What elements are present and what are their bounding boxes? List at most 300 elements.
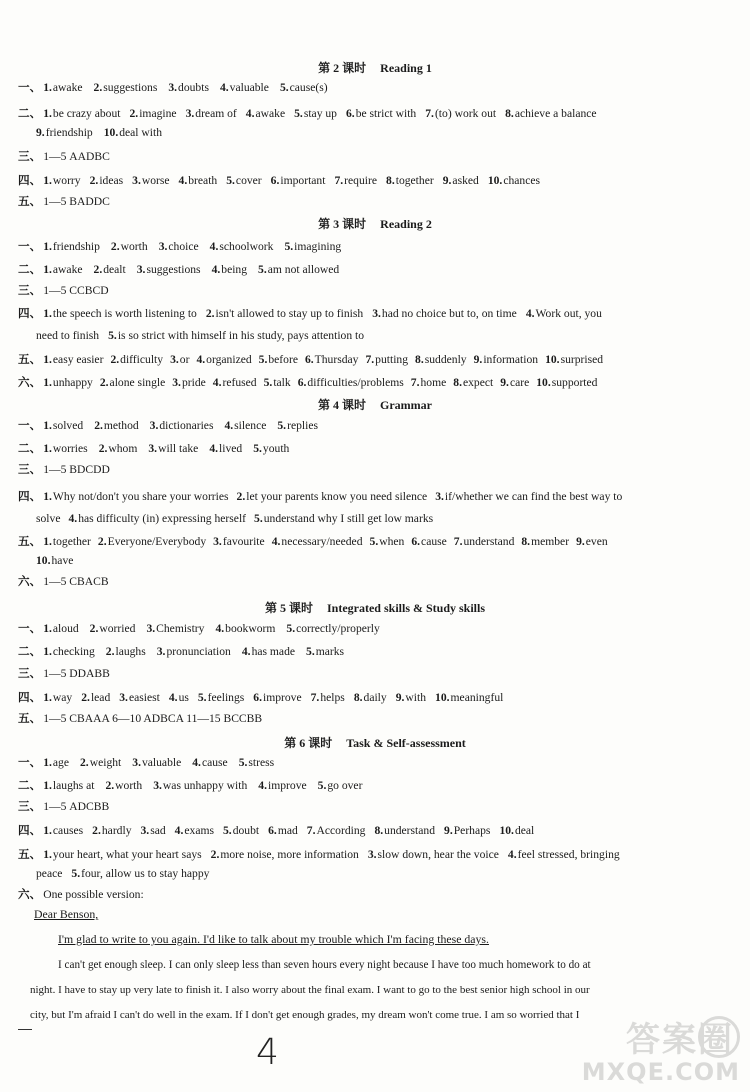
answer-item (43, 240, 100, 253)
answer-item (258, 779, 306, 792)
answer-value: four, allow us to stay happy (81, 867, 210, 880)
answer-value: putting (375, 353, 409, 366)
answer-item (196, 353, 251, 366)
answer-value: the speech is worth listening to (52, 307, 197, 320)
answer-value: Everyone/Everybody (107, 535, 207, 548)
answer-number: 2. (210, 848, 220, 861)
answer-item (43, 353, 103, 366)
answer-value: valuable (141, 756, 182, 769)
question-label: 二、 (18, 107, 42, 120)
answer-number: 5. (369, 535, 379, 548)
answer-item (213, 535, 265, 548)
answer-number: 10. (435, 691, 450, 704)
answer-item (526, 307, 602, 320)
answer-item (43, 824, 83, 837)
answer-value: mad (277, 824, 298, 837)
answer-number: 4. (525, 307, 535, 320)
answer-text: 1—5 BDCDD (43, 463, 110, 476)
answer-number: 2. (98, 442, 108, 455)
answer-number: 2. (93, 81, 103, 94)
answer-item (500, 376, 529, 389)
answer-value: or (179, 353, 190, 366)
answer-number: 6. (268, 824, 277, 837)
answer-item (453, 376, 493, 389)
answer-item (334, 174, 377, 187)
answer-number: 8. (386, 174, 395, 187)
answer-line (18, 690, 716, 705)
answer-value: being (221, 263, 248, 276)
answer-number: 4. (224, 419, 234, 432)
section-title (0, 600, 750, 616)
answer-number: 7. (310, 691, 320, 704)
answer-item (43, 307, 197, 320)
answer-number: 4. (168, 691, 178, 704)
answer-number: 4. (209, 240, 219, 253)
section-title (0, 397, 750, 413)
answer-item (71, 867, 209, 880)
answer-item (258, 263, 339, 276)
answer-value: replies (287, 419, 318, 432)
answer-value: isn't allowed to stay up to finish (215, 307, 364, 320)
answer-item (81, 691, 110, 704)
answer-value: marks (315, 645, 345, 658)
answer-value: sad (150, 824, 166, 837)
answer-number: 3. (140, 824, 150, 837)
answer-item (186, 107, 237, 120)
answer-value: imagining (294, 240, 342, 253)
answer-line (18, 644, 716, 659)
answer-item (521, 535, 569, 548)
answer-line (18, 173, 716, 188)
answer-number: 3. (213, 535, 222, 548)
answer-item (411, 535, 446, 548)
answer-item (179, 174, 218, 187)
answer-item (372, 307, 517, 320)
letter-paragraph: night. I have to stay up very late to finish it. I also worry about the final exam. I want to go to the best senior high school in our (30, 984, 590, 996)
answer-text: 1—5 AADBC (43, 150, 110, 163)
answer-number: 5. (197, 691, 207, 704)
answer-number: 4. (258, 779, 267, 792)
answer-value: deal with (119, 126, 163, 139)
answer-item (99, 442, 138, 455)
answer-value: laughs (115, 645, 146, 658)
answer-value: laughs at (52, 779, 95, 792)
answer-item (508, 848, 620, 861)
answer-item (226, 174, 261, 187)
answer-item (277, 419, 318, 432)
answer-number: 2. (105, 645, 115, 658)
answer-value: if/whether we can find the best way to (444, 490, 623, 503)
section-title-en: Integrated skills & Study skills (326, 601, 486, 615)
answer-number: 9. (444, 824, 453, 837)
answer-number: 2. (236, 490, 246, 503)
answer-number: 1. (43, 81, 52, 94)
answer-item (294, 107, 337, 120)
answer-value: friendship (52, 240, 100, 253)
question-label: 六、 (18, 575, 42, 588)
answer-number: 1. (43, 824, 52, 837)
question-label: 三、 (18, 800, 42, 813)
answer-number: 1. (43, 535, 52, 548)
answer-number: 1. (43, 263, 52, 276)
answer-value: feel stressed, bringing (517, 848, 620, 861)
answer-value: causes (52, 824, 84, 837)
answer-number: 4. (68, 512, 78, 525)
answer-value: awake (52, 81, 83, 94)
answer-item (168, 81, 209, 94)
answer-number: 8. (415, 353, 424, 366)
answer-value: has difficulty (in) expressing herself (78, 512, 247, 525)
section-title-en: Reading 1 (380, 61, 432, 75)
answer-number: 3. (149, 419, 159, 432)
answer-item (43, 535, 91, 548)
answer-value: lived (219, 442, 243, 455)
answer-value: whom (108, 442, 138, 455)
answer-value: before (268, 353, 298, 366)
answer-value: helps (320, 691, 345, 704)
answer-value: important (280, 174, 326, 187)
answer-value: According (316, 824, 366, 837)
answer-value: unhappy (52, 376, 93, 389)
answer-value: ideas (99, 174, 124, 187)
answer-number: 4. (209, 442, 219, 455)
answer-value: suggestions (146, 263, 201, 276)
answer-value: go over (327, 779, 363, 792)
answer-number: 4. (215, 622, 225, 635)
answer-line (18, 80, 716, 95)
answer-number: 4. (178, 174, 188, 187)
answer-text: 1—5 CCBCD (43, 284, 109, 297)
answer-number: 2. (129, 107, 139, 120)
answer-value: stress (248, 756, 275, 769)
answer-item (157, 645, 231, 658)
answer-item (206, 307, 363, 320)
answer-value: supported (551, 376, 598, 389)
answer-number: 1. (43, 779, 52, 792)
answer-item (169, 691, 189, 704)
answer-number: 2. (94, 419, 103, 432)
answer-line (18, 847, 716, 862)
answer-value: home (420, 376, 447, 389)
answer-value: had no choice but to, on time (381, 307, 517, 320)
answer-number: 3. (156, 645, 166, 658)
answer-value: Perhaps (453, 824, 491, 837)
answer-value: difficulty (120, 353, 164, 366)
answer-value: deal (514, 824, 535, 837)
answer-item (175, 824, 214, 837)
watermark-logo (581, 1012, 744, 1086)
answer-item (92, 824, 131, 837)
answer-number: 10. (487, 174, 503, 187)
answer-number: 1. (43, 240, 52, 253)
answer-value: has made (251, 645, 296, 658)
answer-text: 1—5 CBACB (43, 575, 109, 588)
answer-line (18, 418, 716, 433)
answer-line (18, 262, 716, 277)
answer-number: 3. (148, 442, 158, 455)
answer-number: 2. (89, 622, 99, 635)
answer-item (159, 240, 199, 253)
answer-number: 5. (317, 779, 327, 792)
answer-line (18, 283, 716, 298)
answer-number: 2. (89, 174, 99, 187)
answer-value: surprised (560, 353, 604, 366)
answer-value: pride (181, 376, 206, 389)
answer-item (318, 779, 363, 792)
answer-line (18, 239, 716, 254)
answer-item (36, 126, 93, 139)
answer-item (90, 622, 136, 635)
answer-line (18, 711, 716, 726)
section-title-en: Task & Self-assessment (346, 736, 466, 750)
answer-number: 4. (211, 263, 221, 276)
answer-item (474, 353, 538, 366)
answer-number: 5. (258, 263, 267, 276)
question-label: 一、 (18, 756, 42, 769)
answer-item (100, 376, 165, 389)
answer-number: 2. (110, 353, 120, 366)
answer-item (43, 107, 120, 120)
question-label: 一、 (18, 419, 42, 432)
answer-number: 3. (119, 691, 128, 704)
answer-item (43, 376, 93, 389)
answer-item (153, 779, 247, 792)
answer-number: 4. (212, 376, 222, 389)
answer-number: 10. (103, 126, 119, 139)
answer-line (36, 511, 716, 526)
answer-text: One possible version: (43, 888, 144, 901)
answer-item (104, 126, 162, 139)
answer-number: 2. (110, 240, 120, 253)
answer-number: 3. (367, 848, 377, 861)
answer-number: 3. (372, 307, 381, 320)
answer-number: 5. (277, 419, 287, 432)
answer-number: 1. (43, 307, 52, 320)
answer-number: 2. (81, 691, 90, 704)
answer-value: us (178, 691, 189, 704)
divider (18, 1029, 32, 1030)
answer-value: Thursday (314, 353, 359, 366)
answer-number: 1. (43, 691, 52, 704)
answer-number: 5. (71, 867, 81, 880)
answer-value: understand (384, 824, 436, 837)
answer-item (170, 353, 189, 366)
answer-item (435, 691, 503, 704)
question-label: 三、 (18, 463, 42, 476)
answer-number: 2. (105, 779, 115, 792)
answer-line (36, 125, 716, 140)
answer-number: 3. (146, 622, 156, 635)
answer-item (43, 263, 82, 276)
answer-number: 1. (43, 376, 52, 389)
answer-number: 9. (442, 174, 452, 187)
answer-value: care (509, 376, 530, 389)
answer-number: 9. (473, 353, 483, 366)
answer-number: 4. (192, 756, 201, 769)
answer-value: be strict with (355, 107, 417, 120)
answer-item (98, 535, 206, 548)
answer-number: 8. (521, 535, 531, 548)
answer-value: when (379, 535, 405, 548)
answer-value: dream of (195, 107, 237, 120)
question-label: 二、 (18, 645, 42, 658)
answer-item (111, 240, 148, 253)
answer-number: 9. (36, 126, 45, 139)
answer-line (18, 462, 716, 477)
section-title-cn: 第 5 课时 (264, 601, 313, 615)
answer-value: awake (52, 263, 83, 276)
answer-item (210, 240, 274, 253)
answer-line (18, 823, 716, 838)
answer-item (272, 535, 363, 548)
question-label: 二、 (18, 779, 42, 792)
answer-item (132, 174, 169, 187)
answer-item (108, 329, 364, 342)
answer-line (18, 306, 716, 321)
answer-number: 4. (245, 107, 255, 120)
answer-value: improve (262, 691, 302, 704)
section-title (0, 216, 750, 232)
answer-line (18, 666, 716, 681)
section-title-en: Reading 2 (380, 217, 432, 231)
answer-number: 6. (270, 174, 280, 187)
answer-value: necessary/needed (281, 535, 363, 548)
answer-value: is so strict with himself in his study, pays attention to (117, 329, 365, 342)
answer-text: peace (36, 867, 63, 880)
answer-number: 1. (43, 174, 52, 187)
answer-item (36, 554, 73, 567)
answer-number: 5. (263, 376, 273, 389)
answer-value: let your parents know you need silence (246, 490, 428, 503)
answer-number: 4. (219, 81, 229, 94)
answer-line (18, 534, 716, 549)
answer-item (43, 490, 228, 503)
answer-item (150, 419, 214, 432)
answer-item (192, 756, 227, 769)
answer-item (268, 824, 298, 837)
answer-number: 3. (168, 81, 178, 94)
answer-item (415, 353, 467, 366)
answer-value: favourite (222, 535, 265, 548)
answer-item (311, 691, 345, 704)
answer-number: 9. (395, 691, 405, 704)
answer-item (488, 174, 540, 187)
answer-item (545, 353, 603, 366)
answer-value: alone single (109, 376, 166, 389)
answer-value: valuable (229, 81, 269, 94)
answer-value: cause (201, 756, 228, 769)
answer-number: 5. (258, 353, 268, 366)
answer-number: 5. (306, 645, 315, 658)
answer-value: checking (52, 645, 95, 658)
answer-number: 7. (334, 174, 344, 187)
answer-item (172, 376, 206, 389)
answer-line (18, 441, 716, 456)
answer-value: doubt (232, 824, 260, 837)
answer-value: will take (158, 442, 199, 455)
answer-number: 7. (365, 353, 375, 366)
answer-text: 1—5 DDABB (43, 667, 110, 680)
question-label: 一、 (18, 240, 42, 253)
answer-number: 4. (271, 535, 281, 548)
answer-value: improve (268, 779, 307, 792)
answer-number: 7. (453, 535, 463, 548)
answer-value: youth (262, 442, 290, 455)
answer-number: 5. (279, 81, 289, 94)
answer-line (18, 489, 716, 504)
answer-number: 7. (410, 376, 420, 389)
answer-number: 1. (43, 353, 52, 366)
answer-value: together (52, 535, 91, 548)
answer-item (254, 512, 433, 525)
answer-item (307, 824, 366, 837)
section-title-cn: 第 2 课时 (318, 61, 367, 75)
question-label: 四、 (18, 490, 42, 503)
answer-value: bookworm (225, 622, 276, 635)
answer-number: 5. (284, 240, 294, 253)
answer-item (499, 824, 534, 837)
answer-line (18, 887, 716, 902)
answer-item (43, 645, 95, 658)
answer-item (43, 779, 94, 792)
answer-number: 1. (43, 622, 52, 635)
answer-number: 5. (226, 174, 235, 187)
question-label: 一、 (18, 81, 42, 94)
answer-number: 1. (43, 442, 52, 455)
answer-value: silence (234, 419, 267, 432)
watermark-url: MXQE.COM (581, 1058, 740, 1086)
answer-number: 3. (435, 490, 444, 503)
answer-item (212, 263, 247, 276)
answer-text: 1—5 CBAAA 6—10 ADBCA 11—15 BCCBB (43, 712, 263, 725)
answer-number: 4. (241, 645, 251, 658)
answer-item (130, 107, 177, 120)
answer-number: 5. (294, 107, 303, 120)
answer-item (284, 240, 341, 253)
answer-item (374, 824, 435, 837)
answer-item (43, 174, 80, 187)
answer-value: be crazy about (52, 107, 121, 120)
question-label: 五、 (18, 195, 42, 208)
answer-number: 4. (196, 353, 206, 366)
answer-number: 1. (43, 848, 52, 861)
answer-item (280, 81, 328, 94)
answer-item (90, 174, 124, 187)
question-label: 六、 (18, 888, 42, 901)
answer-number: 3. (172, 376, 181, 389)
answer-value: even (585, 535, 608, 548)
answer-number: 9. (500, 376, 509, 389)
answer-number: 1. (43, 645, 52, 658)
answer-item (223, 824, 259, 837)
answer-value: stay up (303, 107, 337, 120)
answer-item (242, 645, 295, 658)
answer-item (43, 848, 201, 861)
answer-item (43, 81, 82, 94)
letter-salutation: Dear Benson, (34, 907, 99, 921)
answer-value: cause(s) (289, 81, 328, 94)
answer-number: 3. (136, 263, 146, 276)
answer-value: correctly/properly (296, 622, 380, 635)
answer-value: worth (120, 240, 148, 253)
answer-value: achieve a balance (514, 107, 597, 120)
answer-item (306, 645, 344, 658)
answer-number: 1. (43, 107, 52, 120)
question-label: 五、 (18, 353, 42, 366)
question-label: 一、 (18, 622, 42, 635)
section-title (0, 735, 750, 751)
answer-item (106, 645, 146, 658)
